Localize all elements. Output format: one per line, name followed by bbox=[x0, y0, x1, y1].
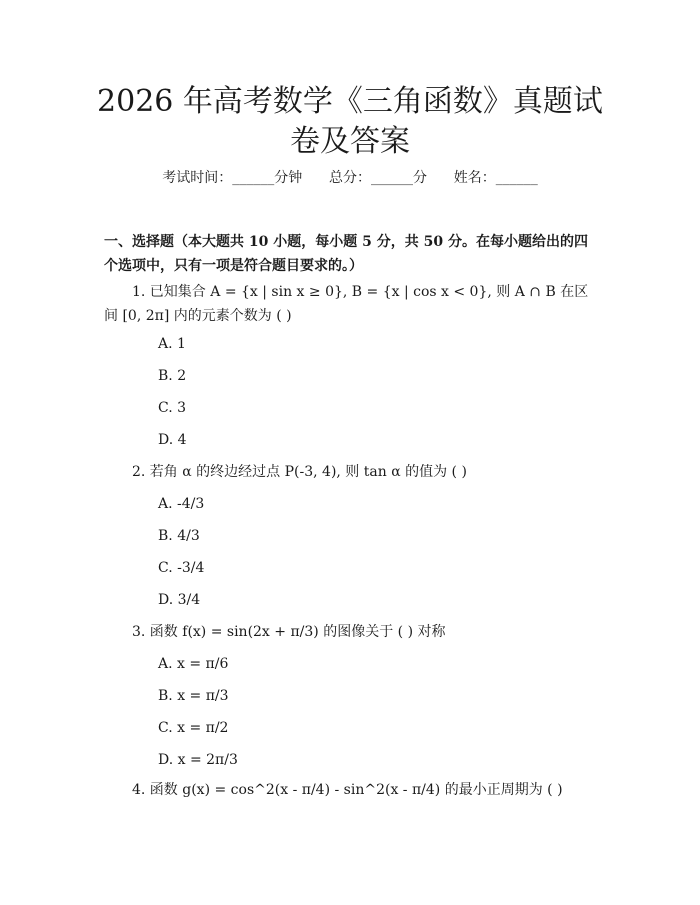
question-1-option-d: D. 4 bbox=[158, 432, 187, 448]
question-1-option-a: A. 1 bbox=[158, 336, 186, 352]
question-3-stem: 3. 函数 f(x) = sin(2x + π/3) 的图像关于 ( ) 对称 bbox=[132, 624, 446, 640]
section-heading-choice: 一、选择题（本大题共 10 小题，每小题 5 分，共 50 分。在每小题给出的四个选项中，只有一项是符合题目要求的。） bbox=[104, 234, 588, 274]
question-4-stem: 4. 函数 g(x) = cos^2(x - π/4) - sin^2(x - π/4) 的最小正周期为 ( ) bbox=[132, 782, 563, 798]
question-2-option-b: B. 4/3 bbox=[158, 528, 200, 544]
question-1-option-b: B. 2 bbox=[158, 368, 187, 384]
question-2-option-a: A. -4/3 bbox=[158, 496, 205, 512]
question-2-option-d: D. 3/4 bbox=[158, 592, 201, 608]
question-2-stem: 2. 若角 α 的终边经过点 P(-3, 4), 则 tan α 的值为 ( ) bbox=[132, 464, 467, 480]
question-3-option-a: A. x = π/6 bbox=[158, 656, 229, 672]
question-1-stem: 1. 已知集合 A = {x | sin x ≥ 0}, B = {x | cos x < 0}, 则 A ∩ B 在区间 [0, 2π] 内的元素个数为 ( ) bbox=[104, 284, 589, 324]
exam-title: 2026 年高考数学《三角函数》真题试卷及答案 bbox=[97, 84, 603, 159]
question-1-option-c: C. 3 bbox=[158, 400, 187, 416]
question-2-option-c: C. -3/4 bbox=[158, 560, 205, 576]
question-3-option-b: B. x = π/3 bbox=[158, 688, 229, 704]
exam-info-line: 考试时间：______分钟 总分：______分 姓名：______ bbox=[162, 170, 538, 186]
question-3-option-c: C. x = π/2 bbox=[158, 720, 229, 736]
question-3-option-d: D. x = 2π/3 bbox=[158, 752, 238, 768]
